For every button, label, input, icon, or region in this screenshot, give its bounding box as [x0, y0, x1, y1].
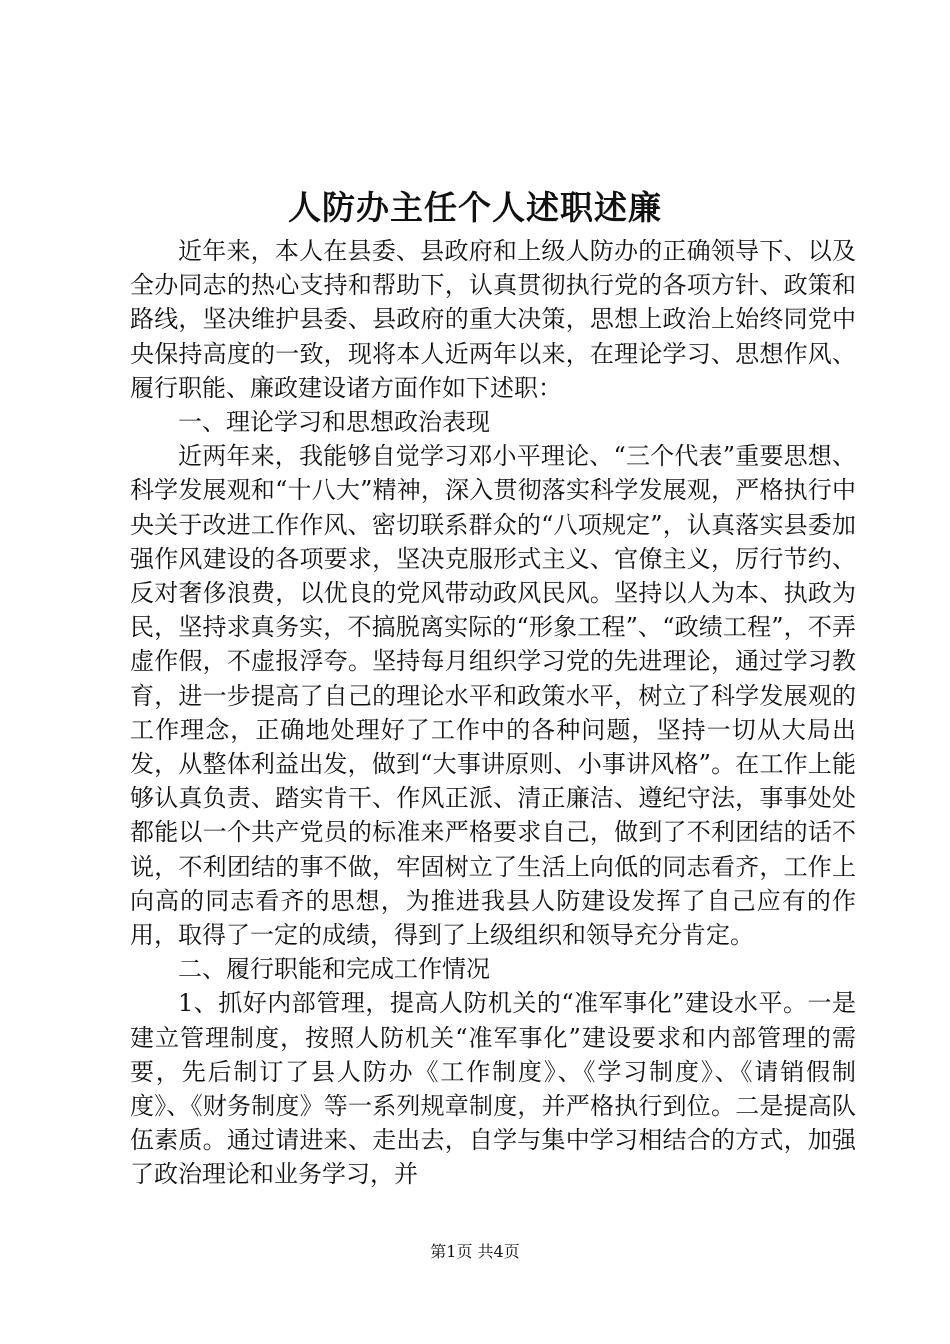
page-number-footer: 第1页 共4页 [430, 1242, 520, 1261]
document-title: 人防办主任个人述职述廉 [288, 188, 662, 227]
body-paragraph-2: 1、抓好内部管理，提高人防机关的“准军事化”建设水平。一是建立管理制度，按照人防机关“准军事化”建设要求和内部管理的需要，先后制订了县人防办《工作制度》、《学习制度》、《请销假制度》、《财务制度》等一系列规章制度，并严格执行到位。二是提高队伍素质。通过请进来、走出去，自学与集中学习相结合的方式，加强了政治理论和业务学习，并 [130, 989, 856, 1189]
body-paragraph-1: 近两年来，我能够自觉学习邓小平理论、“三个代表”重要思想、科学发展观和“十八大”精神，深入贯彻落实科学发展观，严格执行中央关于改进工作作风、密切联系群众的“八项规定”，认真落实县委加强作风建设的各项要求，坚决克服形式主义、官僚主义，厉行节约、反对奢侈浪费，以优良的党风带动政风民风。坚持以人为本、执政为民，坚持求真务实，不搞脱离实际的“形象工程”、“政绩工程”，不弄虚作假，不虚报浮夸。坚持每月组织学习党的先进理论，通过学习教育，进一步提高了自己的理论水平和政策水平，树立了科学发展观的工作理念，正确地处理好了工作中的各种问题，坚持一切从大局出发，从整体利益出发，做到“大事讲原则、小事讲风格”。在工作上能够认真负责、踏实肯干、作风正派、清正廉洁、遵纪守法，事事处处都能以一个共产党员的标准来严格要求自己，做到了不利团结的话不说，不利团结的事不做，牢固树立了生活上向低的同志看齐，工作上向高的同志看齐的思想，为推进我县人防建设发挥了自己应有的作用，取得了一定的成绩，得到了上级组织和领导充分肯定。 [130, 442, 856, 950]
document-body [130, 234, 856, 1192]
section-heading-1: 一、理论学习和思想政治表现 [178, 408, 490, 437]
section-heading-2: 二、履行职能和完成工作情况 [178, 955, 490, 984]
intro-paragraph: 近年来，本人在县委、县政府和上级人防办的正确领导下、以及全办同志的热心支持和帮助下，认真贯彻执行党的各项方针、政策和路线，坚决维护县委、县政府的重大决策，思想上政治上始终同党中央保持高度的一致，现将本人近两年以来，在理论学习、思想作风、履行职能、廉政建设诸方面作如下述职： [130, 237, 856, 402]
